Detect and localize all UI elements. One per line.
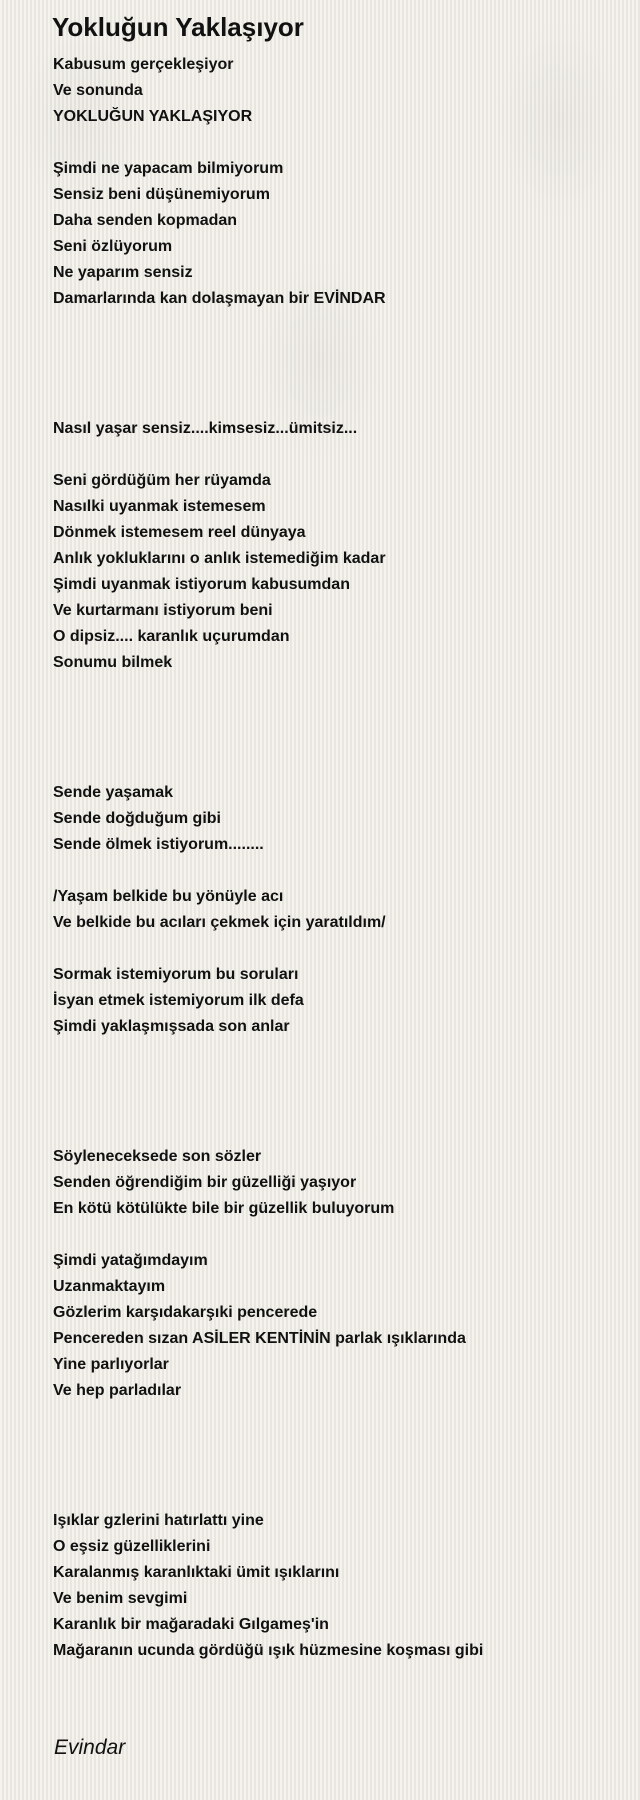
poem-line: İsyan etmek istemiyorum ilk defa — [53, 992, 304, 1009]
poem-line: Damarlarında kan dolaşmayan bir EVİNDAR — [53, 290, 386, 307]
poem-line: Ve hep parladılar — [53, 1382, 182, 1399]
poem-line: Ve belkide bu acıları çekmek için yaratıldım/ — [53, 914, 386, 931]
poem-line: Pencereden sızan ASİLER KENTİNİN parlak ışıklarında — [53, 1330, 466, 1347]
poem-line: Mağaranın ucunda gördüğü ışık hüzmesine koşması gibi — [53, 1642, 484, 1659]
poem-line: Sende doğduğum gibi — [53, 810, 221, 827]
poem-body — [53, 52, 613, 1664]
poem-line: Anlık yokluklarını o anlık istemediğim kadar — [53, 550, 386, 567]
poem-line: Uzanmaktayım — [53, 1278, 166, 1295]
poem-line: O dipsiz.... karanlık uçurumdan — [53, 628, 290, 645]
poem-blank-line — [53, 936, 613, 962]
poem-blank-line — [53, 1456, 613, 1482]
poem-line: Sende ölmek istiyorum........ — [53, 836, 264, 853]
poem-line: Senden öğrendiğim bir güzelliği yaşıyor — [53, 1174, 357, 1191]
poem-line: Sormak istemiyorum bu soruları — [53, 966, 299, 983]
poem-title: Yokluğun Yaklaşıyor — [52, 12, 304, 42]
poem-line: Ne yaparım sensiz — [53, 264, 193, 281]
poem-blank-line — [53, 1222, 613, 1248]
poem-line: Seni gördüğüm her rüyamda — [53, 472, 271, 489]
poem-blank-line — [53, 1092, 613, 1118]
poem-blank-line — [53, 1482, 613, 1508]
poem-blank-line — [53, 676, 613, 702]
poem-author: Evindar — [54, 1736, 126, 1759]
poem-blank-line — [53, 442, 613, 468]
poem-line: Nasıl yaşar sensiz....kimsesiz...ümitsiz... — [53, 420, 358, 437]
poem-line: Şimdi ne yapacam bilmiyorum — [53, 160, 284, 177]
poem-line: Sende yaşamak — [53, 784, 174, 801]
poem-line: Karanlık bir mağaradaki Gılgameş'in — [53, 1616, 329, 1633]
poem-blank-line — [53, 858, 613, 884]
poem-line: Daha senden kopmadan — [53, 212, 238, 229]
poem-blank-line — [53, 1404, 613, 1430]
poem-line: Şimdi yaklaşmışsada son anlar — [53, 1018, 290, 1035]
poem-line: Şimdi yatağımdayım — [53, 1252, 208, 1269]
poem-line: Şimdi uyanmak istiyorum kabusumdan — [53, 576, 350, 593]
poem-blank-line — [53, 130, 613, 156]
poem-line: Sonumu bilmek — [53, 654, 173, 671]
poem-blank-line — [53, 338, 613, 364]
poem-line: Kabusum gerçekleşiyor — [53, 56, 234, 73]
poem-blank-line — [53, 1040, 613, 1066]
poem-line: En kötü kötülükte bile bir güzellik buluyorum — [53, 1200, 395, 1217]
poem-blank-line — [53, 390, 613, 416]
poem-line: O eşsiz güzelliklerini — [53, 1538, 211, 1555]
poem-line: Gözlerim karşıdakarşıki pencerede — [53, 1304, 318, 1321]
poem-line: Nasılki uyanmak istemesem — [53, 498, 266, 515]
poem-line: Işıklar gzlerini hatırlattı yine — [53, 1512, 264, 1529]
poem-blank-line — [53, 1430, 613, 1456]
poem-blank-line — [53, 312, 613, 338]
poem-blank-line — [53, 364, 613, 390]
poem-line: Yine parlıyorlar — [53, 1356, 169, 1373]
poem-line: Söyleneceksede son sözler — [53, 1148, 262, 1165]
poem-line: YOKLUĞUN YAKLAŞIYOR — [53, 108, 253, 125]
poem-line: /Yaşam belkide bu yönüyle acı — [53, 888, 284, 905]
poem-line: Dönmek istemesem reel dünyaya — [53, 524, 306, 541]
poem-line: Sensiz beni düşünemiyorum — [53, 186, 270, 203]
poem-line: Karalanmış karanlıktaki ümit ışıklarını — [53, 1564, 340, 1581]
poem-line: Ve benim sevgimi — [53, 1590, 188, 1607]
poem-line: Ve sonunda — [53, 82, 143, 99]
poem-blank-line — [53, 1118, 613, 1144]
poem-blank-line — [53, 754, 613, 780]
poem-blank-line — [53, 702, 613, 728]
poem-line: Ve kurtarmanı istiyorum beni — [53, 602, 273, 619]
poem-line: Seni özlüyorum — [53, 238, 173, 255]
poem-blank-line — [53, 728, 613, 754]
poem-blank-line — [53, 1066, 613, 1092]
